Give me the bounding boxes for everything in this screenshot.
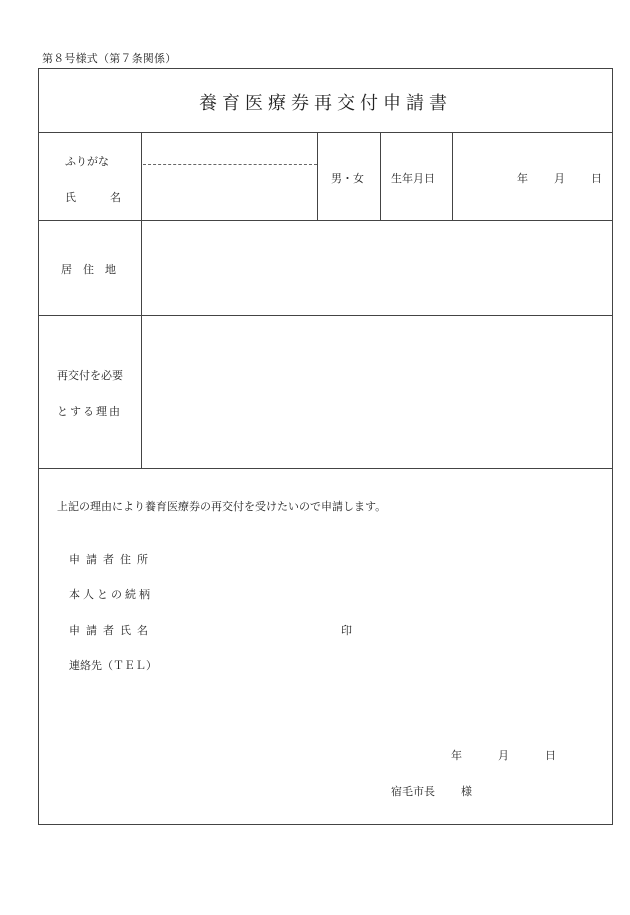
residence-label: 居 住 地 xyxy=(61,263,116,276)
divider-line xyxy=(380,132,381,220)
reason-field[interactable] xyxy=(143,317,610,467)
application-form xyxy=(38,68,613,825)
honorific-label: 様 xyxy=(461,785,472,798)
applicant-address-label: 申請者住所 xyxy=(69,553,154,566)
form-title: 養育医療券再交付申請書 xyxy=(199,93,452,114)
relation-label: 本人との続柄 xyxy=(69,588,153,601)
divider-line xyxy=(39,315,612,316)
date-month-label: 月 xyxy=(498,749,509,762)
birth-month-label: 月 xyxy=(554,172,565,185)
name-field[interactable] xyxy=(143,166,315,218)
declaration-text: 上記の理由により養育医療券の再交付を受けたいので申請します。 xyxy=(57,500,387,513)
mayor-label: 宿毛市長 xyxy=(391,785,435,798)
date-day-label: 日 xyxy=(545,749,556,762)
divider-line xyxy=(39,468,612,469)
reason-label-line2: とする理由 xyxy=(57,405,122,418)
form-number: 第８号様式（第７条関係） xyxy=(42,52,177,65)
divider-line xyxy=(452,132,453,220)
divider-line xyxy=(39,132,612,133)
divider-line xyxy=(317,132,318,220)
contact-label: 連絡先（ＴＥＬ） xyxy=(69,659,157,672)
gender-label: 男・女 xyxy=(331,172,364,185)
residence-field[interactable] xyxy=(143,222,610,314)
furigana-guide-line xyxy=(143,164,317,165)
furigana-label: ふりがな xyxy=(65,155,109,168)
divider-line xyxy=(39,220,612,221)
divider-line xyxy=(141,132,142,468)
name-label-char2: 名 xyxy=(110,191,121,204)
birth-day-label: 日 xyxy=(591,172,602,185)
reason-label-line1: 再交付を必要 xyxy=(57,369,123,382)
date-year-label: 年 xyxy=(451,749,462,762)
birthdate-label: 生年月日 xyxy=(391,172,435,185)
seal-mark: 印 xyxy=(341,624,352,637)
name-label-char1: 氏 xyxy=(65,191,76,204)
birth-year-label: 年 xyxy=(517,172,528,185)
applicant-name-label: 申請者氏名 xyxy=(69,624,154,637)
